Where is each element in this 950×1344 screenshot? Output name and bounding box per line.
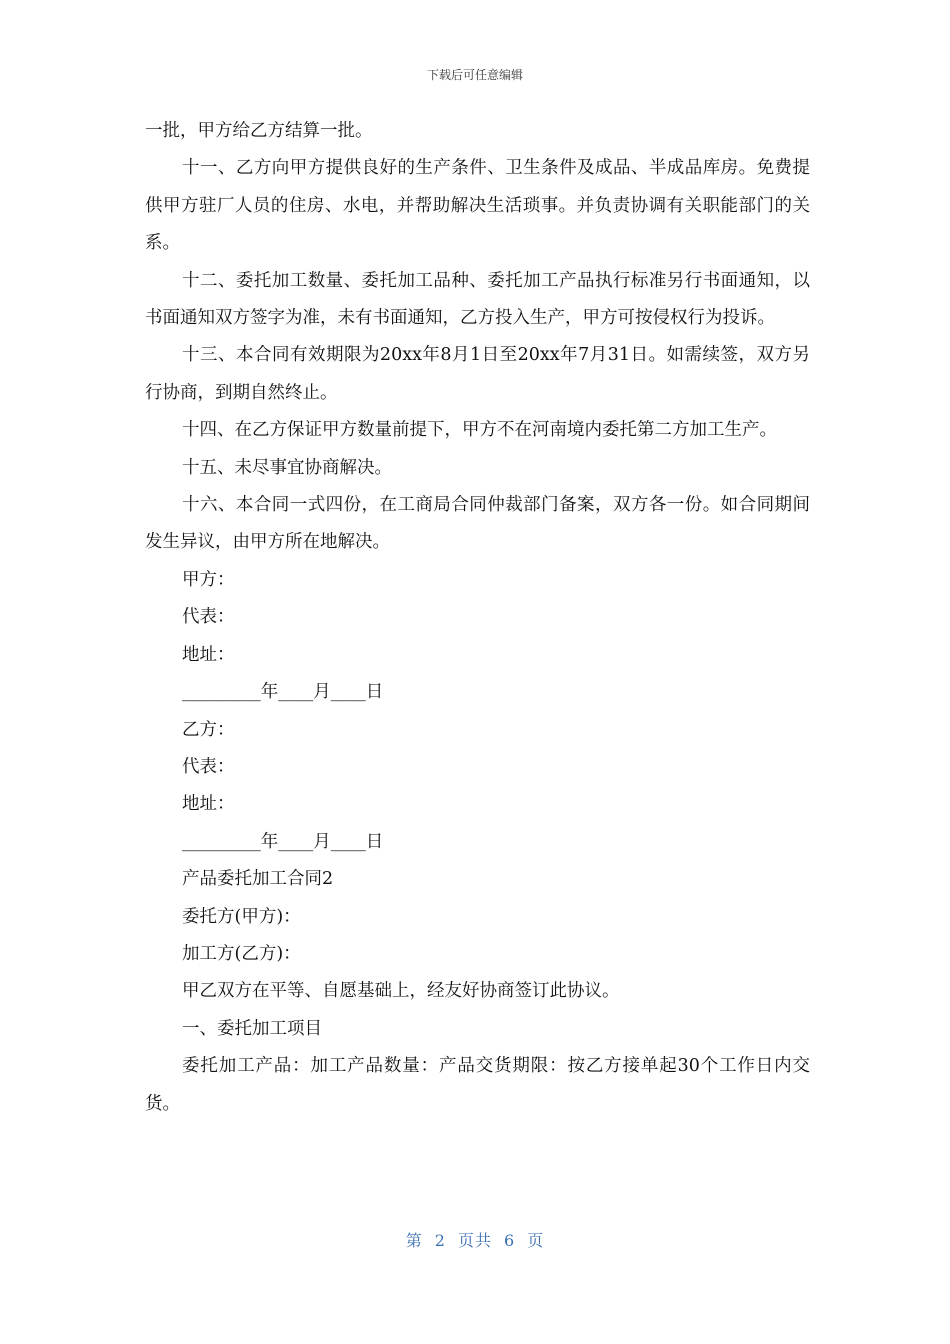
page-header: 下载后可任意编辑 <box>426 68 523 82</box>
paragraph: 十三、本合同有效期限为20xx年8月1日至20xx年7月31日。如需续签，双方另行协商，到期自然终止。 <box>145 345 810 403</box>
paragraph: 委托加工产品：加工产品数量：产品交货期限：按乙方接单起30个工作日内交货。 <box>145 1056 810 1114</box>
paragraph: _________年____月____日 <box>182 831 384 852</box>
paragraph: _________年____月____日 <box>182 682 384 703</box>
footer-middle: 页共 <box>457 1231 492 1250</box>
paragraph: 十六、本合同一式四份，在工商局合同仲裁部门备案，双方各一份。如合同期间发生异议，由甲方所在地解决。 <box>145 495 810 553</box>
paragraph: 代表： <box>182 756 235 777</box>
footer-current-page: 2 <box>434 1231 446 1250</box>
paragraph: 十四、在乙方保证甲方数量前提下，甲方不在河南境内委托第二方加工生产。 <box>182 420 777 441</box>
footer-suffix: 页 <box>527 1231 545 1250</box>
page-footer <box>0 1228 950 1251</box>
paragraph: 甲方： <box>182 569 235 590</box>
paragraph: 十五、未尽事宜协商解决。 <box>182 457 392 478</box>
paragraph: 地址： <box>182 644 235 665</box>
paragraph: 地址： <box>182 794 235 815</box>
paragraph: 十二、委托加工数量、委托加工品种、委托加工产品执行标准另行书面通知，以书面通知双方签字为准，未有书面通知，乙方投入生产，甲方可按侵权行为投诉。 <box>145 270 810 329</box>
paragraph: 委托方(甲方)： <box>182 906 301 927</box>
paragraph: 乙方： <box>182 719 235 740</box>
document-body <box>145 113 810 1123</box>
paragraph: 一批，甲方给乙方结算一批。 <box>145 121 373 141</box>
paragraph: 甲乙双方在平等、自愿基础上，经友好协商签订此协议。 <box>182 981 620 1002</box>
footer-prefix: 第 <box>405 1231 423 1250</box>
paragraph: 十一、乙方向甲方提供良好的生产条件、卫生条件及成品、半成品库房。免费提供甲方驻厂人员的住房、水电，并帮助解决生活琐事。并负责协调有关职能部门的关系。 <box>145 158 810 254</box>
paragraph: 一、委托加工项目 <box>182 1018 322 1039</box>
paragraph: 加工方(乙方)： <box>182 943 301 964</box>
paragraph: 代表： <box>182 607 235 628</box>
footer-total-pages: 6 <box>504 1231 516 1250</box>
paragraph: 产品委托加工合同2 <box>182 869 334 890</box>
